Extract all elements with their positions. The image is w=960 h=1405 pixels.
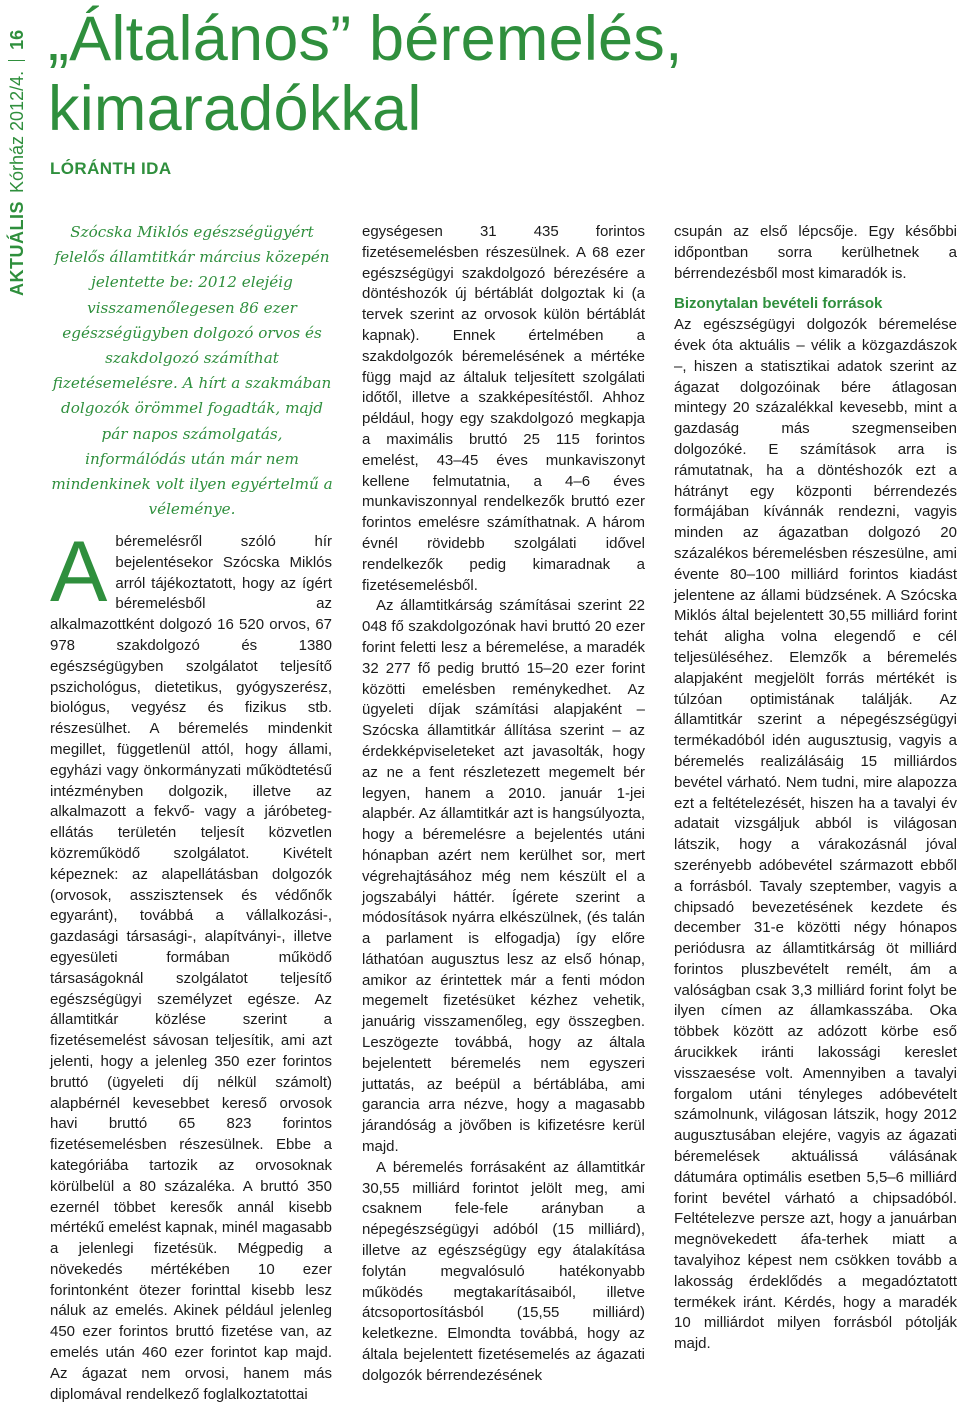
divider	[8, 60, 25, 61]
section-rubric: AKTUÁLIS	[7, 201, 27, 296]
drop-cap: A	[50, 524, 108, 620]
page-number: 16	[7, 29, 27, 50]
paragraph: Az államtitkárság számításai szerint 22 048 fő szakdolgozónak havi bruttó 20 ezer forint feletti lesz a béremelése, a maradék 32 277 fő pedig bruttó 15–20 ezer forint közötti emelésben reménykedhet. Az ügyeleti díjak számítási alapjaként – Szócska államtitkár állítása szerint – az érdekképviseleteket azt javasolták, hogy az ne a fent részletezett megemelt bér legyen, hanem a 2010. január 1-jei alapbér. Az államtitkár azt is hangsúlyozta, hogy a béremelésre a bejelentés utáni hónapban azért nem kerülhet sor, mert végrehajtásához még nem készült el a jogszabályi háttér. Ígérete szerint a módosítások nyárra elkészülnek, (és talán a parlament is elfogadja) így előre láthatóan augusztus lesz az első hónap, amikor az érintettek már a fenti módon megemelt fizetésüket kézhez vehetik, januárig visszamenőleg, egy összegben. Leszögezte továbbá, hogy az általa bejelentett béremelés nem egyszeri juttatás, az beépül a bértáblába, ami garancia arra nézve, hogy a magasabb járandóság a jövőben is kifizetésre kerül majd.	[362, 597, 645, 1156]
paragraph: béremelésről szóló hír bejelentésekor Szócska Miklós arról tájékoztatott, hogy az ígért béremelésből az alkalmazottként dolgozó 16 520 orvos, 67 978 szakdolgozó és 1380 egészségügyben szolgálatot teljesítő pszichológus, dietetikus, gyógyszerész, biológus, vegyész és fizikus stb. részesülhet. A béremelés mindenkit megillet, függetlenül attól, hogy állami, egyházi vagy önkormányzati működtetésű intézményben dolgozik, illetve az alkalmazott a fekvő- vagy a járóbeteg-ellátás területén teljesít közvetlen közreműködő szolgálatot. Kivételt képeznek: az alapellátásban dolgozók (orvosok, asszisztensek és védőnők egyaránt), továbbá a vállalkozási-, gazdasági társasági-, alapítványi-, illetve egyesületi formában működő társaságoknál szolgálatot teljesítő egészségügyi személyzet egésze. Az államtitkár közlése szerint a fizetésemelést sávosan teljesítik, ami azt jelenti, hogy a jelenleg 350 ezer forintos bruttó (ügyeleti díj nélkül számolt) alapbérnél kevesebbet kereső orvosok havi bruttó 65 823 forintos fizetésemelésben részesülnek. Ebbe a kategóriába tartozik az orvosoknak körülbelül a 80 százaléka. A bruttó 350 ezernél többet keresők annál kisebb mértékű emelést kapnak, minél magasabb a jelenlegi fizetésük. Mégpedig a növekedés mértékében 10 ezer forintonként ötezer forinttal kisebb lesz náluk az emelés. Akinek például jelenleg 450 ezer forintos bruttó fizetése van, az emelés után 460 ezer forintot kap majd. Az ágazat nem orvosi, hanem más diplomával rendelkező foglalkoztatottai	[50, 533, 332, 1403]
paragraph: csupán az első lépcsője. Egy későbbi időpontban sorra kerülhetnek a bérrendezésből most kimaradók is.	[674, 223, 957, 282]
paragraph: egységesen 31 435 forintos fizetésemelésben részesülnek. A 68 ezer egészségügyi szakdolgozó bérezésére a döntéshozók új bértáblát dolgoztak ki (a tervek szerint az orvosok külön bértáblát kapnak). Ennek értelmében a szakdolgozók béremelésének a mértéke függ majd az általuk teljesített szolgálati időtől, illetve a szakképesítéstől. Ahhoz például, hogy egy szakdolgozó megkapja a maximális bruttó 25 115 forintos emelést, 43–45 éves munkaviszonyt kellene felmutatnia, a 4–6 éves munkaviszonnyal rendelkezők bruttó ezer forintos emelésre számíthatnak. A három évnél rövidebb szolgálati idővel rendelkezők pedig kimaradnak a fizetésemelésből.	[362, 223, 645, 594]
running-head-text	[6, 30, 28, 296]
article-lead: Szócska Miklós egészségügyért felelős államtitkár március közepén jelentette be: 2012 elejéig visszamenőlegesen 86 ezer egészségügyben dolgozó orvos és szakdolgozó számíthat fizetésemelésre. A hírt a szakmában dolgozók örömmel fogadták, majd pár napos számolgatás, informálódás után már nem mindenkinek volt ilyen egyértelmű a véleménye.	[51, 223, 333, 519]
article-title: „Általános” béremelés, kimaradókkal	[48, 4, 683, 144]
section-subheading: Bizonytalan bevételi források	[674, 295, 883, 313]
running-head	[0, 0, 30, 300]
text-column-3	[674, 222, 957, 1355]
paragraph: A béremelés forrásaként az államtitkár 30,55 milliárd forintot jelölt meg, ami csaknem fele-fele arányban a népegészségügyi adóból (15 milliárd), illetve az egészségügy egy átalakítása folytán megvalósuló hatékonyabb működés megtakarításaiból, illetve átcsoportosításból (15,55 milliárd) keletkezne. Elmondta továbbá, hogy az általa bejelentett fizetésemelés az ágazati dolgozók bérrendezésének	[362, 1158, 645, 1384]
article-author: LÓRÁNTH IDA	[50, 159, 172, 178]
issue-label: Kórház 2012/4.	[7, 70, 27, 193]
text-column-2	[362, 222, 645, 1387]
text-column-1	[50, 524, 332, 1405]
paragraph: Az egészségügyi dolgozók béremelése évek óta aktuális – vélik a közgazdászok –, hiszen a statisztikai adatok szerint az ágazat dolgozóinak bére átlagosan mintegy 20 százalékkal kevesebb, mint a gazdaság más szegmenseiben dolgozóké. E számítások arra is rámutatnak, ha a döntéshozók ezt a hátrányt egy központi bérrendezés formájában kívánnák rendezni, vagyis minden az ágazatban dolgozó 20 százalékos béremelésben részesülne, ami évente 80–100 milliárd forintos kiadást jelentene az állami büdzsének. A Szócska Miklós által bejelentett 30,55 milliárd forint tehát aligha volna elegendő e cél teljesüléséhez. Elemzők a béremelés alapjaként megjelölt forrás mértékét is túlzóan optimistának találják. Az államtitkár szerint a népegészségügyi termékadóból idén augusztusig, vagyis a béremelés realizálásáig 15 milliárdos bevétel várható. Nem tudni, mire alapozza ezt a feltételezését, hiszen ha a tavalyi év adatait vizsgáljuk abból is világosan látszik, hogy a várakozásnál jóval szerényebb adóbevétel származott ebből a forrásból. Tavaly szeptember, vagyis a chipsadó bevezetésének kezdete és december 31-e közötti négy hónapos periódusra az államtitkárság öt milliárd forintos pluszbevételt remélt, ám a valóságban csak 3,3 milliárd forint folyt be ilyen címen az államkasszába. Oka többek között az adózott körbe eső árucikkek iránti lakossági kereslet visszaesése volt. Amennyiben a tavalyi forgalom utáni tényleges adóbevételt számolnunk, világosan látszik, hogy 2012 augusztusában elejére, vagyis az ágazati béremelések aktuálissá válásának dátumára optimális esetben 5,5–6 milliárd forint bevétel várható a chipsadóból. Feltételezve persze azt, hogy a januárban megnövekedett áfa-terhek miatt a tavalyihoz képest nem csökken tovább a lakosság érdeklődés a megadóztatott termékek iránt. Kérdés, hogy a maradék 10 milliárdot milyen forrásból pótolják majd.	[674, 316, 957, 1353]
